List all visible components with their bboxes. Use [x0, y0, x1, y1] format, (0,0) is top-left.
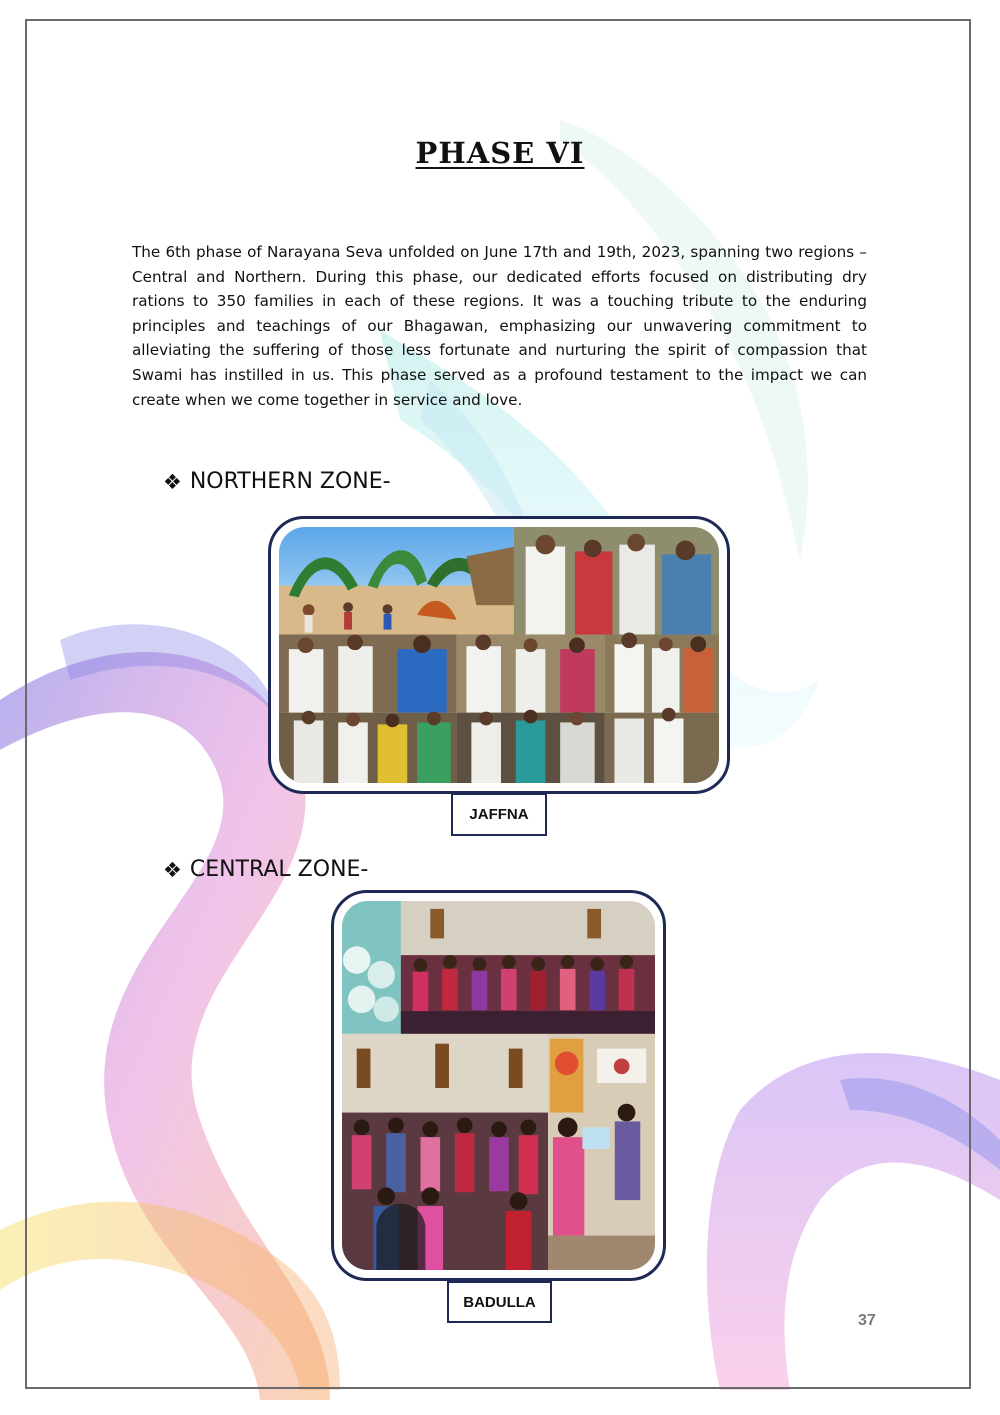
central-zone-heading — [163, 857, 368, 882]
badulla-collage-image — [342, 901, 655, 1270]
northern-zone-heading-text: NORTHERN ZONE- — [189, 469, 391, 494]
northern-zone-heading — [163, 469, 391, 494]
diamond-bullet-icon: ❖ — [163, 469, 182, 494]
page-title-text: PHASE VI — [415, 136, 585, 170]
diamond-bullet-icon: ❖ — [163, 857, 182, 882]
badulla-label: BADULLA — [447, 1281, 552, 1323]
page-title — [0, 136, 1000, 170]
jaffna-label: JAFFNA — [451, 793, 547, 836]
central-zone-heading-text: CENTRAL ZONE- — [189, 857, 369, 882]
jaffna-photo-collage — [268, 516, 730, 794]
badulla-photo-collage — [331, 890, 666, 1281]
intro-paragraph: The 6th phase of Narayana Seva unfolded on June 17th and 19th, 2023, spanning two regions – Central and Northern. During this phase, our dedicated efforts focused on distributing dry rations to 350 families in each of these regions. It was a touching tribute to the enduring principles and teachings of our Bhagawan, emphasizing our unwavering commitment to alleviating the suffering of those less fortunate and nurturing the spirit of compassion that Swami has instilled in us. This phase served as a profound testament to the impact we can create when we come together in service and love. — [132, 243, 867, 409]
jaffna-collage-image — [279, 527, 719, 783]
page-number: 37 — [858, 1312, 876, 1329]
